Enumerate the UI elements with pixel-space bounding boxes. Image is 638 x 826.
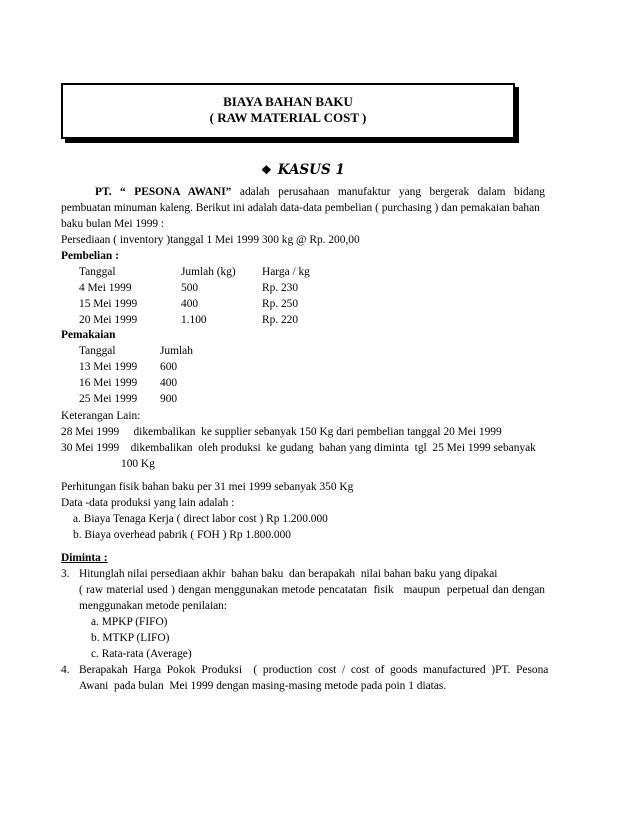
inventory-line: Persediaan ( inventory )tanggal 1 Mei 1999 300 kg @ Rp. 200,00 [61,234,360,246]
overhead-cost: b. Biaya overhead pabrik ( FOH ) Rp 1.800.000 [73,529,291,541]
question-4-number: 4. [61,664,70,676]
usage-header-qty: Jumlah [160,345,193,357]
notes-line-2: 30 Mei 1999 dikembalikan oleh produksi ke gudang bahan yang diminta tgl 25 Mei 1999 sebanyak [61,442,536,454]
option-average: c. Rata-rata (Average) [91,648,192,660]
question-4-line-2: Awani pada bulan Mei 1999 dengan masing-masing metode pada poin 1 diatas. [79,680,447,692]
intro-line-1 [61,185,545,199]
notes-line-1: 28 Mei 1999 dikembalikan ke supplier sebanyak 150 Kg dari pembelian tanggal 20 Mei 1999 [61,426,502,438]
usage-header-date: Tanggal [79,345,116,357]
purchase-row-qty: 500 [181,282,199,294]
purchases-header-qty: Jumlah (kg) [181,266,236,278]
notes-heading: Keterangan Lain: [61,410,141,422]
purchases-header-date: Tanggal [79,266,116,278]
notes-line-3: 100 Kg [121,458,155,470]
intro-line-1-rest: adalah perusahaan manufaktur yang bergerak dalam bidang [239,186,545,198]
questions-heading: Diminta : [61,552,108,564]
document-title: BIAYA BAHAN BAKU [223,94,353,109]
question-4-line-1: Berapakah Harga Pokok Produksi ( production cost / cost of goods manufactured )PT. Pesona [79,664,549,676]
diamond-bullet-icon: ❖ [261,163,272,177]
purchase-row-date: 4 Mei 1999 [79,282,132,294]
usage-row-qty: 600 [160,361,178,373]
purchase-row-qty: 1.100 [181,314,207,326]
company-name: PT. “ PESONA AWANI” [95,186,232,198]
usage-row-date: 13 Mei 1999 [79,361,138,373]
labor-cost: a. Biaya Tenaga Kerja ( direct labor cost ) Rp 1.200.000 [73,513,328,525]
purchase-row-date: 15 Mei 1999 [79,298,138,310]
usage-row-qty: 900 [160,393,178,405]
case-label: KASUS 1 [277,162,345,178]
purchases-heading: Pembelian : [61,250,119,262]
question-3-line-3: menggunakan metode penilaian: [79,600,228,612]
case-heading [261,162,345,178]
question-3-line-1: Hitunglah nilai persediaan akhir bahan baku dan berapakah nilai bahan baku yang dipakai [79,568,498,580]
other-data-heading: Data -data produksi yang lain adalah : [61,497,235,509]
purchases-header-price: Harga / kg [262,266,310,278]
physical-count: Perhitungan fisik bahan baku per 31 mei 1999 sebanyak 350 Kg [61,481,354,493]
purchase-row-qty: 400 [181,298,199,310]
usage-row-date: 25 Mei 1999 [79,393,138,405]
question-3-number: 3. [61,568,70,580]
usage-heading: Pemakaian [61,329,116,341]
usage-row-date: 16 Mei 1999 [79,377,138,389]
title-box [61,83,515,139]
intro-line-3: baku bulan Mei 1999 : [61,218,165,230]
purchase-row-price: Rp. 250 [262,298,299,310]
purchase-row-price: Rp. 230 [262,282,299,294]
question-3-line-2: ( raw material used ) dengan menggunakan metode pencatatan fisik maupun perpetual dan dengan [79,584,545,596]
purchase-row-price: Rp. 220 [262,314,299,326]
option-fifo: a. MPKP (FIFO) [91,616,168,628]
intro-line-2: pembuatan minuman kaleng. Berikut ini adalah data-data pembelian ( purchasing ) dan pemakaian bahan [61,202,540,214]
purchase-row-date: 20 Mei 1999 [79,314,138,326]
usage-row-qty: 400 [160,377,178,389]
document-subtitle: ( RAW MATERIAL COST ) [209,110,367,125]
option-lifo: b. MTKP (LIFO) [91,632,170,644]
